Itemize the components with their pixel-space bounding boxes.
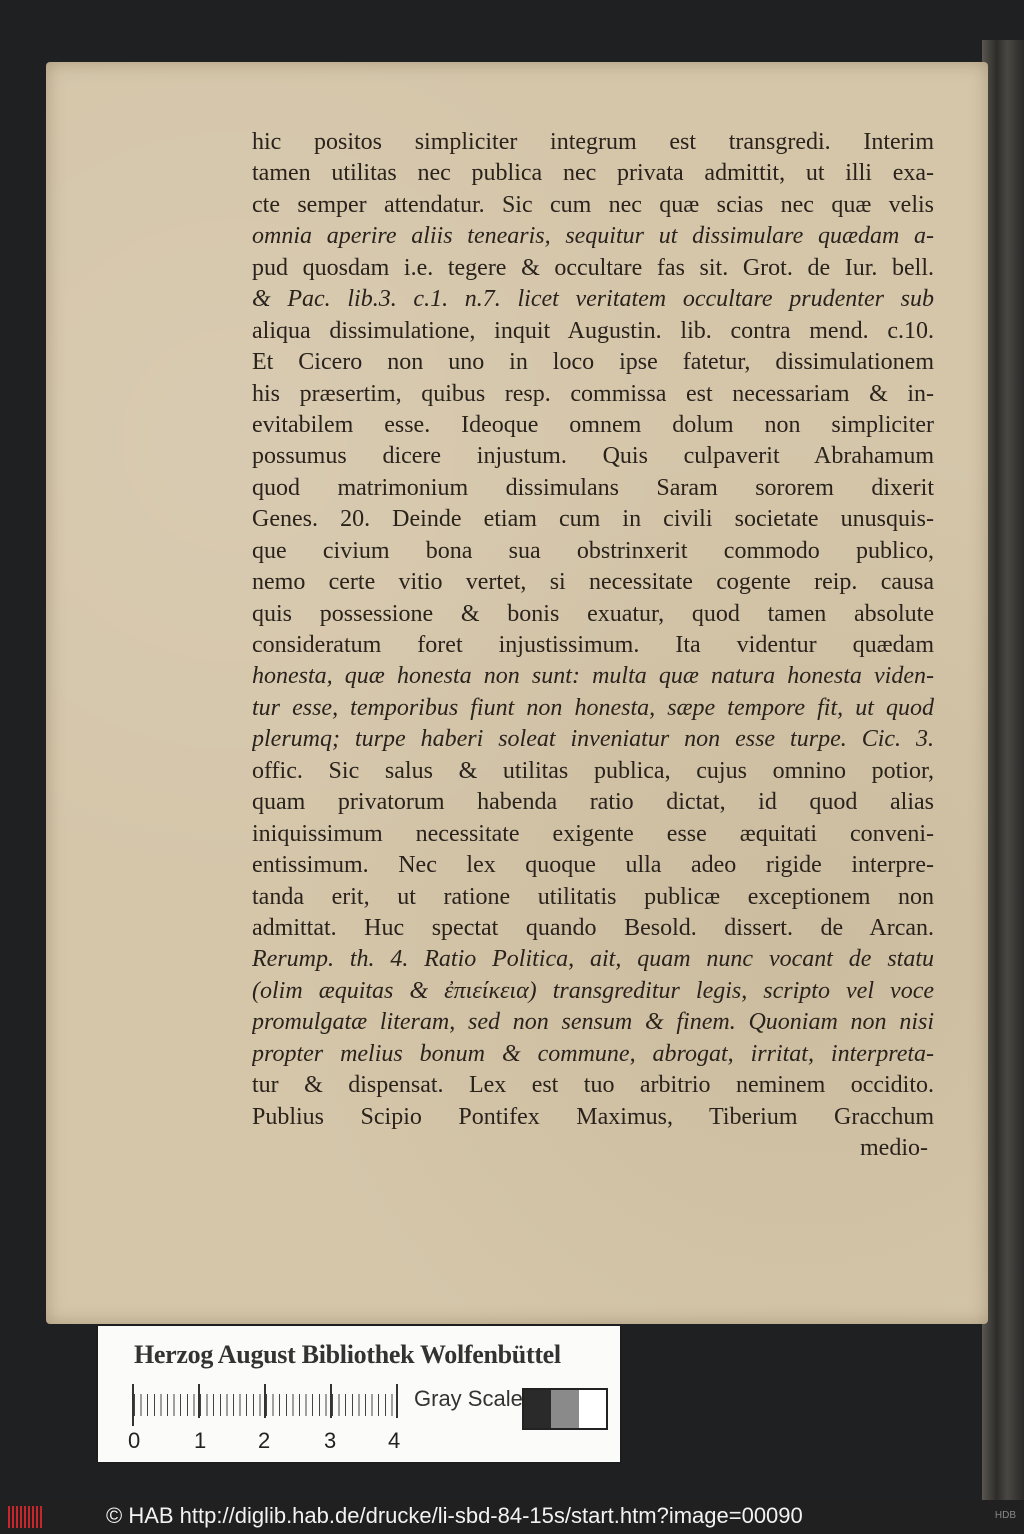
- ruler-number: 4: [388, 1428, 401, 1453]
- text-line: hic positos simpliciter integrum est transgredi. Interim: [252, 129, 934, 155]
- text-line: tur esse, temporibus fiunt non honesta, sæpe tempore fit, ut quod: [252, 694, 934, 721]
- text-line: Et Cicero non uno in loco ipse fatetur, dissimulationem: [252, 349, 934, 376]
- ruler-tick: [132, 1384, 134, 1418]
- footer-mark: HDB: [994, 1510, 1016, 1521]
- text-line: offic. Sic salus & utilitas publica, cujus omnino potior,: [252, 757, 934, 784]
- ruler-tick: [198, 1384, 200, 1418]
- copyright-url[interactable]: © HAB http://diglib.hab.de/drucke/li-sbd-84-15s/start.htm?image=00090: [106, 1503, 803, 1528]
- ruler-tick: [396, 1384, 398, 1418]
- text-line: admittat. Huc spectat quando Besold. dissert. de Arcan.: [252, 914, 934, 941]
- text-line: Genes. 20. Deinde etiam cum in civili societate unusquis-: [252, 506, 934, 533]
- hab-logo-icon: [8, 1506, 44, 1528]
- text-line: propter melius bonum & commune, abrogat, irritat, interpreta-: [252, 1040, 934, 1067]
- book-edge: [982, 40, 1024, 1500]
- swatch-dark: [524, 1390, 551, 1428]
- ruler-number: 0: [128, 1428, 141, 1453]
- ruler-number: 2: [258, 1428, 271, 1453]
- ruler-number: 1: [194, 1428, 207, 1453]
- text-line: tur & dispensat. Lex est tuo arbitrio neminem occidito.: [252, 1072, 934, 1099]
- ruler-tick: [330, 1384, 332, 1418]
- ruler-number: 3: [324, 1428, 337, 1453]
- library-name: Herzog August Bibliothek Wolfenbüttel: [134, 1340, 561, 1369]
- text-line: tanda erit, ut ratione utilitatis publicæ exceptionem non: [252, 883, 934, 910]
- centimeter-ruler: [132, 1384, 398, 1426]
- text-line: tamen utilitas nec publica nec privata admittit, ut illi exa-: [252, 160, 934, 187]
- text-line: Rerump. th. 4. Ratio Politica, ait, quam nunc vocant de statu: [252, 946, 934, 973]
- text-line: cte semper attendatur. Sic cum nec quæ scias nec quæ velis: [252, 191, 934, 218]
- gray-scale-swatches: [522, 1388, 608, 1430]
- text-line: evitabilem esse. Ideoque omnem dolum non simpliciter: [252, 411, 934, 438]
- page-text: [252, 127, 934, 1164]
- text-line: iniquissimum necessitate exigente esse æquitati conveni-: [252, 820, 934, 847]
- catchword: medio-: [860, 1135, 928, 1161]
- text-line: nemo certe vitio vertet, si necessitate cogente reip. causa: [252, 569, 934, 596]
- text-line: pud quosdam i.e. tegere & occultare fas sit. Grot. de Iur. bell.: [252, 254, 934, 281]
- footer-bar: [0, 1500, 1024, 1534]
- text-line: his præsertim, quibus resp. commissa est necessariam & in-: [252, 380, 934, 407]
- text-line: quod matrimonium dissimulans Saram sororem dixerit: [252, 474, 934, 501]
- text-line: plerumq; turpe haberi soleat inveniatur non esse turpe. Cic. 3.: [252, 726, 934, 753]
- text-line: Publius Scipio Pontifex Maximus, Tiberium Gracchum: [252, 1103, 934, 1130]
- text-line: omnia aperire aliis tenearis, sequitur ut dissimulare quædam a-: [252, 223, 934, 250]
- text-line: promulgatæ literam, sed non sensum & finem. Quoniam non nisi: [252, 1009, 934, 1036]
- text-line: consideratum foret injustissimum. Ita videntur quædam: [252, 632, 934, 658]
- text-line: possumus dicere injustum. Quis culpaverit Abrahamum: [252, 443, 934, 470]
- text-line: quis possessione & bonis exuatur, quod tamen absolute: [252, 600, 934, 627]
- color-calibration-card: [98, 1326, 620, 1462]
- text-line: & Pac. lib.3. c.1. n.7. licet veritatem occultare prudenter sub: [252, 286, 934, 313]
- text-line: entissimum. Nec lex quoque ulla adeo rigide interpre-: [252, 852, 934, 879]
- text-line: que civium bona sua obstrinxerit commodo publico,: [252, 537, 934, 564]
- ruler-tick: [264, 1384, 266, 1418]
- text-line: (olim æquitas & ἐπιείκεια) transgreditur legis, scripto vel voce: [252, 977, 934, 1004]
- text-line: quam privatorum habenda ratio dictat, id quod alias: [252, 789, 934, 816]
- gray-scale-label: Gray Scale: [414, 1386, 523, 1411]
- swatch-light: [579, 1390, 606, 1428]
- text-line: aliqua dissimulatione, inquit Augustin. lib. contra mend. c.10.: [252, 317, 934, 344]
- swatch-mid: [551, 1390, 578, 1428]
- text-line: honesta, quæ honesta non sunt: multa quæ natura honesta viden-: [252, 663, 934, 690]
